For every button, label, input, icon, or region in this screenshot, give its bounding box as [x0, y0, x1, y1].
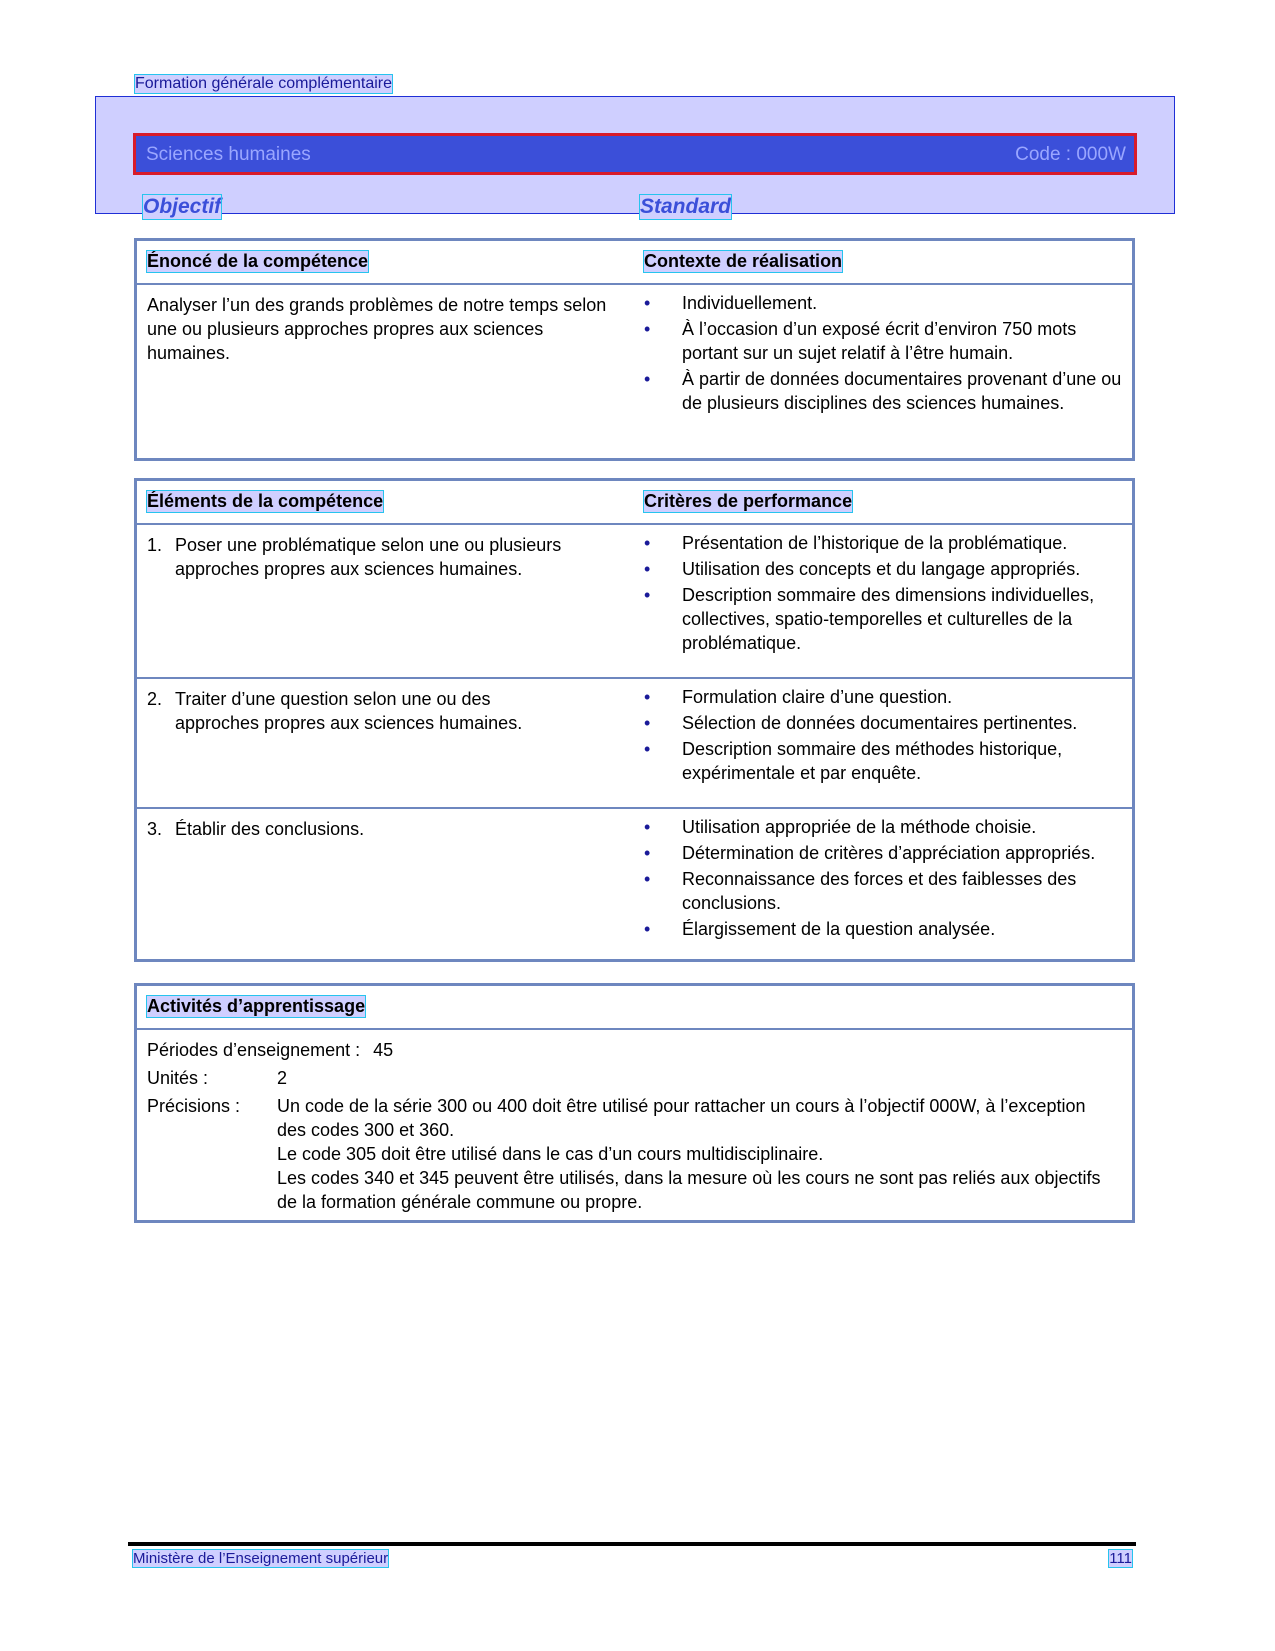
- criteria-item: • Reconnaissance des forces et des faiblesses des conclusions.: [644, 867, 1124, 915]
- precision-item: Les codes 340 et 345 peuvent être utilisés, dans la mesure où les cours ne sont pas reliés aux objectifs de la formation générale commune ou propre.: [277, 1168, 1101, 1212]
- context-list: [644, 291, 1124, 417]
- course-code: Code : 000W: [1015, 144, 1126, 165]
- course-title-bar: [133, 133, 1137, 175]
- element-text-line1: Traiter d’une question selon une ou des: [175, 689, 491, 709]
- footer-ministry: Ministère de l’Enseignement supérieur: [133, 1550, 389, 1567]
- precisions-label: Précisions :: [147, 1096, 241, 1116]
- periods-value: 45: [373, 1040, 394, 1060]
- criteria-item: • Détermination de critères d’appréciation appropriés.: [644, 841, 1124, 865]
- periods-label: Périodes d’enseignement :: [147, 1040, 361, 1060]
- criteria-item: • Utilisation appropriée de la méthode choisie.: [644, 815, 1124, 839]
- element-row-3: [137, 809, 1132, 963]
- criteria-list: [644, 815, 1124, 943]
- criteria-item: • Description sommaire des dimensions individuelles, collectives, spatio-temporelles et culturelles de la problématique.: [644, 583, 1124, 655]
- precision-item: Le code 305 doit être utilisé dans le cas d’un cours multidisciplinaire.: [277, 1144, 824, 1164]
- footer-rule: [128, 1542, 1136, 1546]
- criteria-item: • Description sommaire des méthodes historique, expérimentale et par enquête.: [644, 737, 1124, 785]
- activities-box-header: [137, 986, 1132, 1030]
- precisions-text: [277, 1094, 1117, 1214]
- context-item: • À l’occasion d’un exposé écrit d’environ 750 mots portant sur un sujet relatif à l’être humain.: [644, 317, 1124, 365]
- standard-heading: Standard: [640, 195, 732, 218]
- page-number: 111: [1109, 1550, 1132, 1567]
- context-heading: Contexte de réalisation: [644, 251, 843, 271]
- criteria-list: [644, 531, 1124, 657]
- competency-box-header: [137, 241, 1132, 285]
- criteria-item: • Élargissement de la question analysée.: [644, 917, 1124, 941]
- criteria-item: • Utilisation des concepts et du langage appropriés.: [644, 557, 1124, 581]
- precision-item: Un code de la série 300 ou 400 doit être utilisé pour rattacher un cours à l’objectif 000W, à l’exception des codes 300 et 360.: [277, 1096, 1086, 1140]
- criteria-heading: Critères de performance: [644, 491, 853, 511]
- competency-box: [134, 238, 1135, 461]
- statement-heading: Énoncé de la compétence: [147, 251, 369, 271]
- units-value: 2: [277, 1068, 288, 1088]
- competency-row: [137, 285, 1132, 461]
- elements-heading: Éléments de la compétence: [147, 491, 384, 511]
- units-label: Unités :: [147, 1068, 209, 1088]
- element-text-line2: approches propres aux sciences humaines.: [175, 559, 523, 579]
- element-number: 1.: [147, 535, 163, 555]
- element-text-line1: Établir des conclusions.: [175, 819, 365, 839]
- criteria-item: • Formulation claire d’une question.: [644, 685, 1124, 709]
- element-text-line1: Poser une problématique selon une ou plusieurs: [175, 535, 562, 555]
- objective-heading: Objectif: [143, 195, 222, 218]
- context-item: • À partir de données documentaires provenant d’une ou de plusieurs disciplines des sciences humaines.: [644, 367, 1124, 415]
- course-name: Sciences humaines: [146, 144, 311, 165]
- elements-box-header: [137, 481, 1132, 525]
- activities-heading: Activités d’apprentissage: [147, 996, 366, 1016]
- activities-box: [134, 983, 1135, 1223]
- competency-statement: Analyser l’un des grands problèmes de notre temps selon une ou plusieurs approches propres aux sciences humaines.: [147, 295, 607, 363]
- criteria-item: • Sélection de données documentaires pertinentes.: [644, 711, 1124, 735]
- element-row-1: [137, 525, 1132, 679]
- elements-box: [134, 478, 1135, 962]
- context-item: • Individuellement.: [644, 291, 1124, 315]
- element-number: 2.: [147, 689, 163, 709]
- element-text-line2: approches propres aux sciences humaines.: [175, 713, 523, 733]
- criteria-item: • Présentation de l’historique de la problématique.: [644, 531, 1124, 555]
- activities-body: [137, 1030, 1132, 1220]
- running-head: Formation générale complémentaire: [135, 75, 393, 92]
- element-row-2: [137, 679, 1132, 809]
- criteria-list: [644, 685, 1124, 787]
- element-number: 3.: [147, 819, 163, 839]
